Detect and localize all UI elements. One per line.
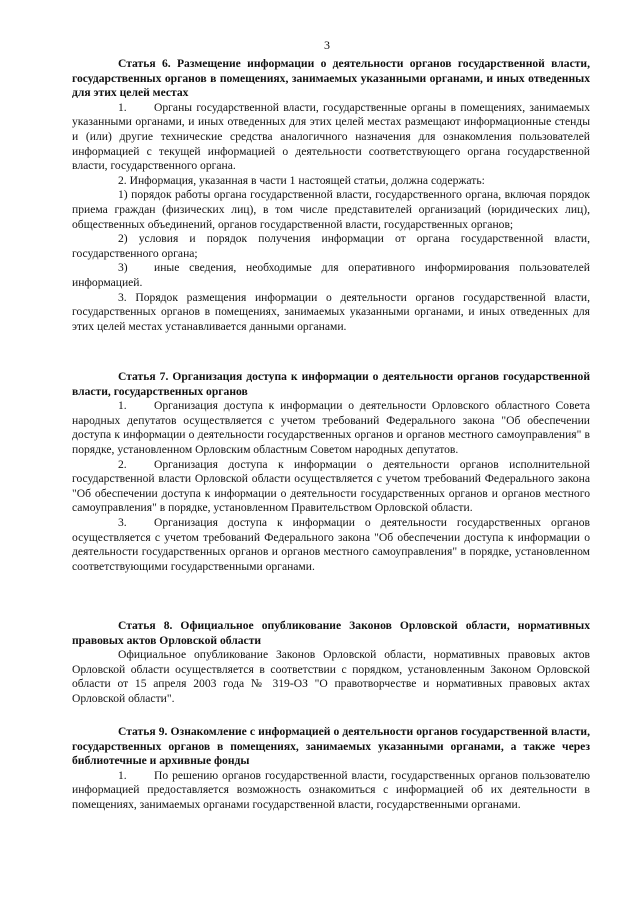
article-9-paragraph-1: 1. По решению органов государственной власти, государственных органов пользователю информацией предоставляется возможность ознакомиться с информацией об их деятельности в помещениях, занимаемых органами государственной власти, государственными органами. [72, 768, 590, 811]
article-8 [72, 619, 590, 707]
article-7-paragraph-3: 3. Организация доступа к информации о деятельности государственных органов осуществляется с учетом требований Федерального закона "Об обеспечении доступа к информации о деятельности государственных органов и органов местного самоуправления" в порядке, установленном соответствующими государственными органами. [72, 515, 590, 573]
article-6 [72, 57, 590, 334]
article-8-title: Статья 8. Официальное опубликование Законов Орловской области, нормативных правовых актов Орловской области [72, 619, 590, 647]
article-6-item-2: 2) условия и порядок получения информации от органа государственной власти, государственного органа; [72, 232, 590, 260]
article-7 [72, 370, 590, 574]
article-6-item-1: 1) порядок работы органа государственной власти, государственного органа, включая порядок приема граждан (физических лиц), в том числе представителей организаций (юридических лиц), общественных объединений, органов государственной власти, государственных органов; [72, 188, 590, 231]
article-7-title: Статья 7. Организация доступа к информации о деятельности органов государственной власти, государственных органов [72, 370, 590, 398]
page-number: 3 [324, 38, 330, 52]
article-6-title: Статья 6. Размещение информации о деятельности органов государственной власти, государственных органов в помещениях, занимаемых указанными органами, и иных отведенных для этих целей местах [72, 57, 590, 100]
article-6-paragraph-3: 3. Порядок размещения информации о деятельности органов государственной власти, государственных органов в помещениях, занимаемых указанными органами, и иных отведенных для этих целей местах устанавливается данными органами. [72, 290, 590, 333]
article-7-paragraph-2: 2. Организация доступа к информации о деятельности органов исполнительной государственной власти Орловской области осуществляется с учетом требований Федерального закона "Об обеспечении доступа к информации о деятельности государственных органов и органов местного самоуправления" в порядке, установленном Правительством Орловской области. [72, 457, 590, 515]
article-6-item-3: 3) иные сведения, необходимые для оперативного информирования пользователей информацией. [72, 261, 590, 289]
article-6-paragraph-2: 2. Информация, указанная в части 1 настоящей статьи, должна содержать: [118, 173, 485, 187]
article-8-paragraph-1: Официальное опубликование Законов Орловской области, нормативных правовых актов Орловской области осуществляется в соответствии с порядком, установленным Законом Орловской области от 15 апреля 2003 года № 319-ОЗ "О правотворчестве и нормативных правовых актах Орловской области". [72, 648, 590, 705]
article-9 [72, 725, 590, 813]
article-7-paragraph-1: 1. Организация доступа к информации о деятельности Орловского областного Совета народных депутатов осуществляется с учетом требований Федерального закона "Об обеспечении доступа к информации о деятельности государственных органов и органов местного самоуправления" в порядке, установленном Орловским областным Советом народных депутатов. [72, 399, 590, 456]
article-6-paragraph-1: 1. Органы государственной власти, государственные органы в помещениях, занимаемых указанными органами, и иных отведенных для этих целей местах размещают информационные стенды и (или) другие технические средства аналогичного назначения для ознакомления пользователей информацией с текущей информацией о деятельности соответствующего органа государственной власти, государственного органа. [72, 100, 590, 173]
document-page [72, 0, 590, 905]
article-9-title: Статья 9. Ознакомление с информацией о деятельности органов государственной власти, государственных органов в помещениях, занимаемых указанными органами, а также через библиотечные и архивные фонды [72, 725, 590, 768]
